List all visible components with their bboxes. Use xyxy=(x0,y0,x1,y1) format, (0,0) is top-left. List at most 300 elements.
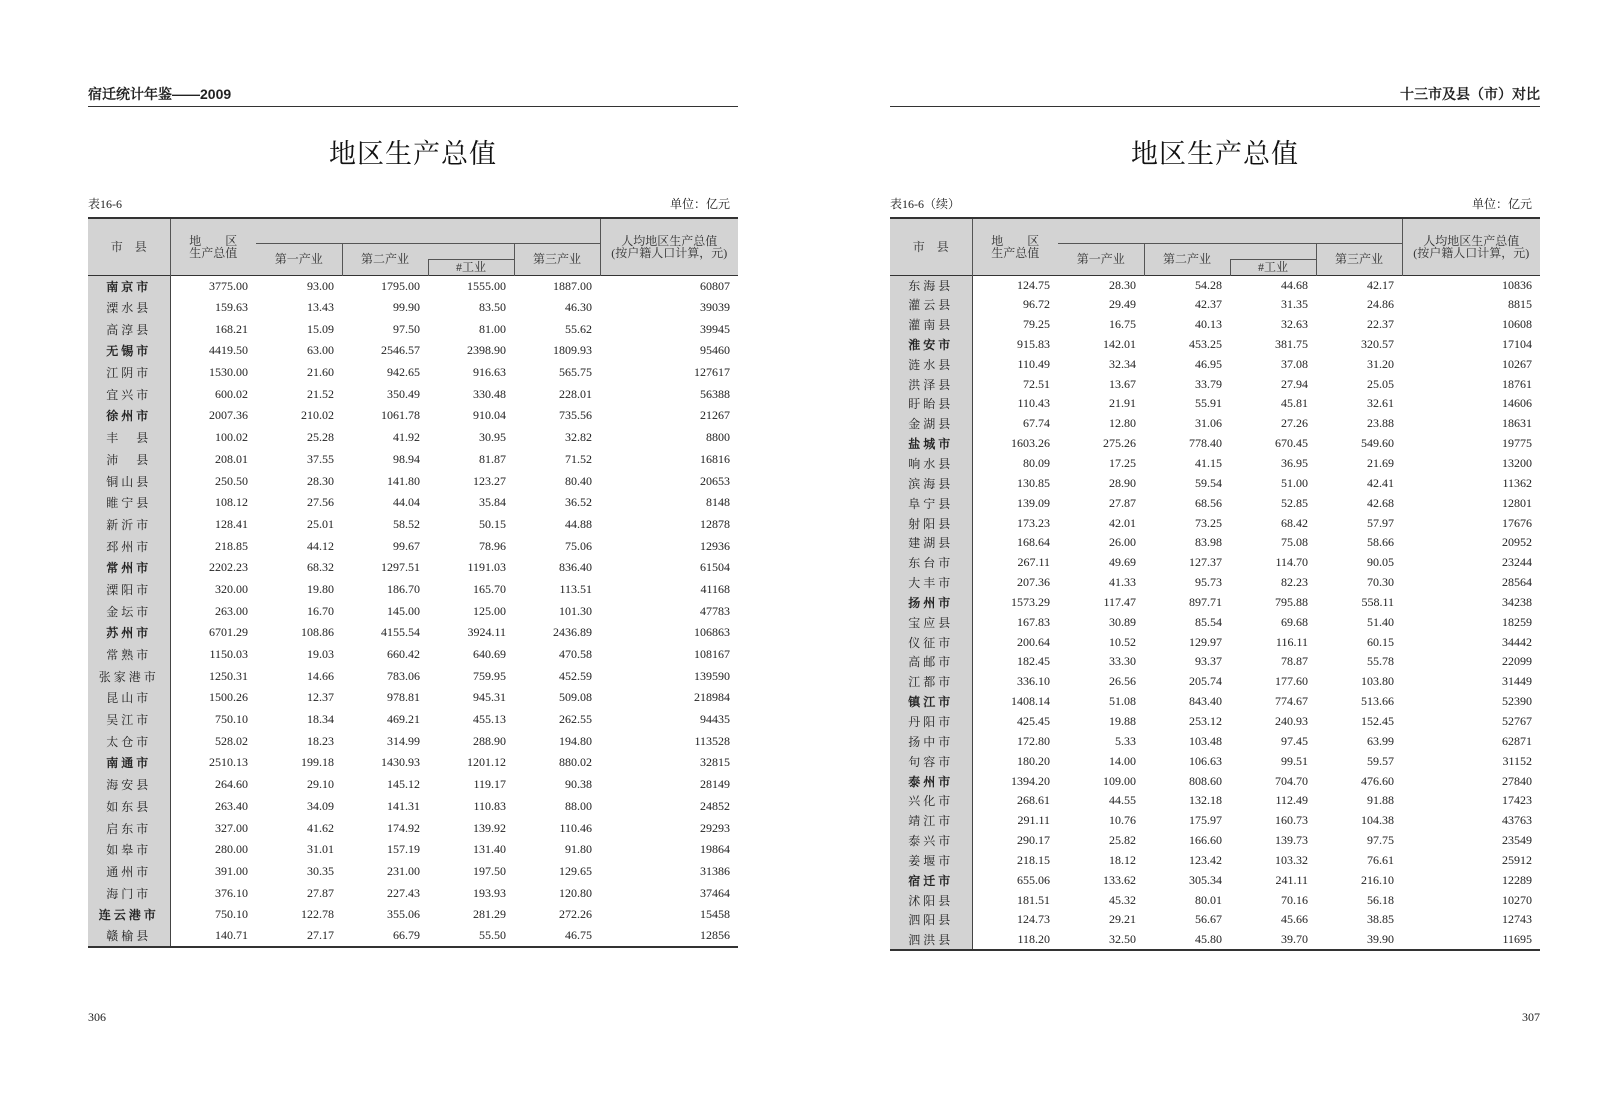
primary-cell: 31.01 xyxy=(307,842,334,857)
industry-cell: 52.85 xyxy=(1281,495,1308,510)
gdp-cell: 2202.23 xyxy=(209,560,248,575)
secondary-cell: 2546.57 xyxy=(381,343,420,358)
gdp-cell: 1394.20 xyxy=(1011,773,1050,788)
tertiary-cell: 90.05 xyxy=(1367,555,1394,570)
region-name: 洪泽县 xyxy=(890,374,972,394)
region-name: 睢宁县 xyxy=(88,492,170,514)
per-capita-cell: 23244 xyxy=(1502,555,1532,570)
region-name: 启东市 xyxy=(88,817,170,839)
industry-cell: 1191.03 xyxy=(467,560,506,575)
per-capita-cell: 20952 xyxy=(1502,535,1532,550)
tertiary-cell: 55.78 xyxy=(1367,654,1394,669)
industry-cell: 31.35 xyxy=(1281,297,1308,312)
gdp-table xyxy=(88,217,738,948)
industry-cell: 83.50 xyxy=(479,300,506,315)
primary-cell: 21.52 xyxy=(307,386,334,401)
secondary-cell: 95.73 xyxy=(1195,575,1222,590)
region-name: 灌南县 xyxy=(890,315,972,335)
secondary-cell: 174.92 xyxy=(387,820,420,835)
gdp-cell: 391.00 xyxy=(215,863,248,878)
region-name: 无锡市 xyxy=(88,340,170,362)
industry-cell: 27.26 xyxy=(1281,416,1308,431)
secondary-cell: 129.97 xyxy=(1189,634,1222,649)
industry-cell: 45.66 xyxy=(1281,912,1308,927)
industry-cell: 81.87 xyxy=(479,451,506,466)
gdp-cell: 167.83 xyxy=(1017,614,1050,629)
primary-cell: 122.78 xyxy=(301,907,334,922)
tertiary-cell: 735.56 xyxy=(559,408,592,423)
region-name: 沭阳县 xyxy=(890,890,972,910)
gdp-cell: 96.72 xyxy=(1023,297,1050,312)
table-row xyxy=(88,405,738,427)
table-row xyxy=(890,553,1540,573)
gdp-cell: 750.10 xyxy=(215,712,248,727)
per-capita-cell: 218984 xyxy=(694,690,730,705)
table-row xyxy=(890,612,1540,632)
secondary-cell: 45.80 xyxy=(1195,931,1222,946)
secondary-cell: 106.63 xyxy=(1189,753,1222,768)
table-row xyxy=(890,533,1540,553)
header-industry: #工业 xyxy=(428,259,514,275)
per-capita-cell: 21267 xyxy=(700,408,730,423)
table-row xyxy=(890,930,1540,950)
primary-cell: 10.52 xyxy=(1109,634,1136,649)
table-row xyxy=(890,414,1540,434)
tertiary-cell: 75.06 xyxy=(565,538,592,553)
primary-cell: 19.80 xyxy=(307,581,334,596)
secondary-cell: 227.43 xyxy=(387,885,420,900)
per-capita-cell: 27840 xyxy=(1502,773,1532,788)
region-name: 太仓市 xyxy=(88,730,170,752)
industry-cell: 330.48 xyxy=(473,386,506,401)
secondary-cell: 40.13 xyxy=(1195,317,1222,332)
primary-cell: 26.00 xyxy=(1109,535,1136,550)
industry-cell: 288.90 xyxy=(473,733,506,748)
per-capita-cell: 12289 xyxy=(1502,872,1532,887)
region-name: 苏州市 xyxy=(88,622,170,644)
gdp-cell: 168.21 xyxy=(215,321,248,336)
tertiary-cell: 113.51 xyxy=(559,581,592,596)
per-capita-cell: 60807 xyxy=(600,275,738,297)
secondary-cell: 314.99 xyxy=(387,733,420,748)
per-capita-cell: 108167 xyxy=(694,647,730,662)
header-gdp xyxy=(972,218,1058,275)
table-header xyxy=(88,218,738,275)
header-gdp-line1: 地 区 xyxy=(991,233,1040,248)
per-capita-cell: 15458 xyxy=(700,907,730,922)
gdp-cell: 2007.36 xyxy=(209,408,248,423)
tertiary-cell: 32.61 xyxy=(1367,396,1394,411)
secondary-cell: 145.00 xyxy=(387,603,420,618)
region-name: 宜兴市 xyxy=(88,383,170,405)
header-gdp-line2: 生产总值 xyxy=(189,245,238,260)
region-name: 淮安市 xyxy=(890,335,972,355)
primary-cell: 25.28 xyxy=(307,430,334,445)
region-name: 灌云县 xyxy=(890,295,972,315)
table-header xyxy=(890,218,1540,275)
region-name: 通州市 xyxy=(88,861,170,883)
secondary-cell: 85.54 xyxy=(1195,614,1222,629)
industry-cell: 160.73 xyxy=(1275,813,1308,828)
gdp-cell: 118.20 xyxy=(1017,931,1050,946)
tertiary-cell: 42.68 xyxy=(1367,495,1394,510)
primary-cell: 26.56 xyxy=(1109,674,1136,689)
primary-cell: 45.32 xyxy=(1109,892,1136,907)
region-name: 滨海县 xyxy=(890,473,972,493)
header-secondary: 第二产业 xyxy=(1144,243,1230,275)
region-name: 铜山县 xyxy=(88,470,170,492)
region-name: 靖江市 xyxy=(890,811,972,831)
tertiary-cell: 88.00 xyxy=(565,798,592,813)
gdp-cell: 250.50 xyxy=(215,473,248,488)
industry-cell: 774.67 xyxy=(1275,694,1308,709)
per-capita-cell: 56388 xyxy=(700,386,730,401)
primary-cell: 41.33 xyxy=(1109,575,1136,590)
primary-cell: 28.90 xyxy=(1109,475,1136,490)
industry-cell: 670.45 xyxy=(1275,436,1308,451)
primary-cell: 29.49 xyxy=(1109,297,1136,312)
tertiary-cell: 1809.93 xyxy=(553,343,592,358)
table-row xyxy=(88,557,738,579)
tertiary-cell: 194.80 xyxy=(559,733,592,748)
table-row xyxy=(890,692,1540,712)
gdp-cell: 1150.03 xyxy=(209,647,248,662)
per-capita-cell: 12856 xyxy=(700,928,730,943)
table-row xyxy=(890,712,1540,732)
secondary-cell: 83.98 xyxy=(1195,535,1222,550)
industry-cell: 197.50 xyxy=(473,863,506,878)
region-name: 扬中市 xyxy=(890,731,972,751)
region-name: 仪征市 xyxy=(890,632,972,652)
industry-cell: 945.31 xyxy=(473,690,506,705)
secondary-cell: 44.04 xyxy=(393,495,420,510)
tertiary-cell: 101.30 xyxy=(559,603,592,618)
secondary-cell: 99.67 xyxy=(393,538,420,553)
table-row xyxy=(890,910,1540,930)
industry-cell: 114.70 xyxy=(1275,555,1308,570)
primary-cell: 33.30 xyxy=(1109,654,1136,669)
table-row xyxy=(88,318,738,340)
table-row xyxy=(890,493,1540,513)
per-capita-cell: 10270 xyxy=(1502,892,1532,907)
header-tertiary: 第三产业 xyxy=(1316,243,1402,275)
region-name: 涟水县 xyxy=(890,354,972,374)
table-row xyxy=(88,687,738,709)
table-row xyxy=(88,579,738,601)
secondary-cell: 103.48 xyxy=(1189,733,1222,748)
secondary-cell: 145.12 xyxy=(387,777,420,792)
per-capita-cell: 52390 xyxy=(1502,694,1532,709)
secondary-cell: 68.56 xyxy=(1195,495,1222,510)
region-name: 常熟市 xyxy=(88,644,170,666)
gdp-cell: 291.11 xyxy=(1017,813,1050,828)
industry-cell: 131.40 xyxy=(473,842,506,857)
industry-cell: 55.50 xyxy=(479,928,506,943)
primary-cell: 108.86 xyxy=(301,625,334,640)
region-name: 大丰市 xyxy=(890,573,972,593)
industry-cell: 640.69 xyxy=(473,647,506,662)
industry-cell: 116.11 xyxy=(1275,634,1308,649)
table-row xyxy=(890,751,1540,771)
table-row xyxy=(890,632,1540,652)
tertiary-cell: 262.55 xyxy=(559,712,592,727)
tertiary-cell: 103.80 xyxy=(1361,674,1394,689)
tertiary-cell: 549.60 xyxy=(1361,436,1394,451)
per-capita-cell: 94435 xyxy=(700,712,730,727)
table-row xyxy=(890,870,1540,890)
gdp-cell: 172.80 xyxy=(1017,733,1050,748)
tertiary-cell: 55.62 xyxy=(565,321,592,336)
region-name: 赣榆县 xyxy=(88,926,170,948)
table-row xyxy=(890,573,1540,593)
secondary-cell: 660.42 xyxy=(387,647,420,662)
primary-cell: 16.70 xyxy=(307,603,334,618)
gdp-cell: 425.45 xyxy=(1017,713,1050,728)
gdp-cell: 750.10 xyxy=(215,907,248,922)
per-capita-cell: 13200 xyxy=(1502,456,1532,471)
industry-cell: 3924.11 xyxy=(467,625,506,640)
industry-cell: 1201.12 xyxy=(467,755,506,770)
region-name: 南通市 xyxy=(88,752,170,774)
per-capita-cell: 39945 xyxy=(700,321,730,336)
primary-cell: 34.09 xyxy=(307,798,334,813)
tertiary-cell: 42.41 xyxy=(1367,475,1394,490)
per-capita-cell: 28149 xyxy=(700,777,730,792)
header-per-capita-line1: 人均地区生产总值 xyxy=(1423,233,1520,248)
gdp-cell: 600.02 xyxy=(215,386,248,401)
secondary-cell: 355.06 xyxy=(387,907,420,922)
region-name: 高邮市 xyxy=(890,652,972,672)
gdp-cell: 130.85 xyxy=(1017,475,1050,490)
secondary-cell: 843.40 xyxy=(1189,694,1222,709)
secondary-cell: 54.28 xyxy=(1144,275,1230,295)
table-row xyxy=(88,709,738,731)
secondary-cell: 93.37 xyxy=(1195,654,1222,669)
secondary-cell: 783.06 xyxy=(387,668,420,683)
per-capita-cell: 18761 xyxy=(1502,376,1532,391)
region-name: 昆山市 xyxy=(88,687,170,709)
industry-cell: 193.93 xyxy=(473,885,506,900)
tertiary-cell: 38.85 xyxy=(1367,912,1394,927)
tertiary-cell: 452.59 xyxy=(559,668,592,683)
gdp-cell: 1603.26 xyxy=(1011,436,1050,451)
tertiary-cell: 70.30 xyxy=(1367,575,1394,590)
industry-cell: 139.73 xyxy=(1275,833,1308,848)
primary-cell: 51.08 xyxy=(1109,694,1136,709)
gdp-cell: 140.71 xyxy=(215,928,248,943)
tertiary-cell: 46.75 xyxy=(565,928,592,943)
secondary-cell: 4155.54 xyxy=(381,625,420,640)
table-row xyxy=(88,796,738,818)
primary-cell: 37.55 xyxy=(307,451,334,466)
region-name: 泗洪县 xyxy=(890,930,972,950)
industry-cell: 1555.00 xyxy=(428,275,514,297)
secondary-cell: 231.00 xyxy=(387,863,420,878)
per-capita-cell: 106863 xyxy=(694,625,730,640)
gdp-cell: 263.00 xyxy=(215,603,248,618)
table-meta xyxy=(890,195,1540,211)
primary-cell: 14.66 xyxy=(307,668,334,683)
gdp-cell: 139.09 xyxy=(1017,495,1050,510)
primary-cell: 19.03 xyxy=(307,647,334,662)
tertiary-cell: 565.75 xyxy=(559,365,592,380)
table-row xyxy=(88,275,738,297)
primary-cell: 18.34 xyxy=(307,712,334,727)
table-row xyxy=(890,394,1540,414)
gdp-cell: 3775.00 xyxy=(170,275,256,297)
primary-cell: 25.01 xyxy=(307,516,334,531)
industry-cell: 36.95 xyxy=(1281,456,1308,471)
per-capita-cell: 17423 xyxy=(1502,793,1532,808)
tertiary-cell: 39.90 xyxy=(1367,931,1394,946)
per-capita-cell: 19864 xyxy=(700,842,730,857)
primary-cell: 12.80 xyxy=(1109,416,1136,431)
gdp-cell: 100.02 xyxy=(215,430,248,445)
industry-cell: 241.11 xyxy=(1275,872,1308,887)
secondary-cell: 80.01 xyxy=(1195,892,1222,907)
industry-cell: 2398.90 xyxy=(467,343,506,358)
secondary-cell: 55.91 xyxy=(1195,396,1222,411)
industry-cell: 39.70 xyxy=(1281,931,1308,946)
gdp-cell: 128.41 xyxy=(215,516,248,531)
industry-cell: 139.92 xyxy=(473,820,506,835)
tertiary-cell: 58.66 xyxy=(1367,535,1394,550)
table-row xyxy=(88,644,738,666)
per-capita-cell: 23549 xyxy=(1502,833,1532,848)
secondary-cell: 166.60 xyxy=(1189,833,1222,848)
gdp-cell: 915.83 xyxy=(1017,336,1050,351)
per-capita-cell: 8800 xyxy=(706,430,730,445)
gdp-cell: 67.74 xyxy=(1023,416,1050,431)
primary-cell: 42.01 xyxy=(1109,515,1136,530)
region-name: 溧阳市 xyxy=(88,579,170,601)
secondary-cell: 1297.51 xyxy=(381,560,420,575)
secondary-cell: 175.97 xyxy=(1189,813,1222,828)
gdp-cell: 528.02 xyxy=(215,733,248,748)
region-name: 海安县 xyxy=(88,774,170,796)
table-row xyxy=(890,593,1540,613)
table-meta xyxy=(88,195,738,211)
tertiary-cell: 272.26 xyxy=(559,907,592,922)
per-capita-cell: 20653 xyxy=(700,473,730,488)
header-gdp-line1: 地 区 xyxy=(189,233,238,248)
primary-cell: 15.09 xyxy=(307,321,334,336)
secondary-cell: 305.34 xyxy=(1189,872,1222,887)
gdp-cell: 168.64 xyxy=(1017,535,1050,550)
region-name: 兴化市 xyxy=(890,791,972,811)
header-per-capita-line2: (按户籍人口计算，元) xyxy=(1413,245,1530,260)
secondary-cell: 978.81 xyxy=(387,690,420,705)
gdp-cell: 1573.29 xyxy=(1011,594,1050,609)
primary-cell: 16.75 xyxy=(1109,317,1136,332)
table-row xyxy=(88,817,738,839)
industry-cell: 125.00 xyxy=(473,603,506,618)
primary-cell: 13.43 xyxy=(307,300,334,315)
gdp-cell: 173.23 xyxy=(1017,515,1050,530)
tertiary-cell: 104.38 xyxy=(1361,813,1394,828)
secondary-cell: 157.19 xyxy=(387,842,420,857)
per-capita-cell: 18259 xyxy=(1502,614,1532,629)
per-capita-cell: 12878 xyxy=(700,516,730,531)
region-name: 泗阳县 xyxy=(890,910,972,930)
primary-cell: 29.10 xyxy=(307,777,334,792)
secondary-cell: 42.37 xyxy=(1195,297,1222,312)
table-row xyxy=(890,652,1540,672)
gdp-cell: 1500.26 xyxy=(209,690,248,705)
primary-cell: 13.67 xyxy=(1109,376,1136,391)
region-name: 射阳县 xyxy=(890,513,972,533)
per-capita-cell: 12743 xyxy=(1502,912,1532,927)
industry-cell: 455.13 xyxy=(473,712,506,727)
region-name: 南京市 xyxy=(88,275,170,297)
industry-cell: 916.63 xyxy=(473,365,506,380)
table-row xyxy=(890,771,1540,791)
industry-cell: 37.08 xyxy=(1281,356,1308,371)
header-gdp-line2: 生产总值 xyxy=(991,245,1040,260)
per-capita-cell: 37464 xyxy=(700,885,730,900)
secondary-cell: 31.06 xyxy=(1195,416,1222,431)
table-number: 表16-6 xyxy=(88,197,122,211)
secondary-cell: 141.80 xyxy=(387,473,420,488)
region-name: 阜宁县 xyxy=(890,493,972,513)
unit-label: 单位：亿元 xyxy=(669,197,730,211)
industry-cell: 50.15 xyxy=(479,516,506,531)
industry-cell: 112.49 xyxy=(1275,793,1308,808)
running-head-text: 宿迁统计年鉴——2009 xyxy=(88,86,232,102)
industry-cell: 240.93 xyxy=(1275,713,1308,728)
primary-cell: 5.33 xyxy=(1115,733,1136,748)
primary-cell: 109.00 xyxy=(1103,773,1136,788)
table-row xyxy=(890,315,1540,335)
table-row xyxy=(88,492,738,514)
gdp-cell: 218.15 xyxy=(1017,852,1050,867)
region-name: 泰州市 xyxy=(890,771,972,791)
region-name: 新沂市 xyxy=(88,514,170,536)
gdp-cell: 110.49 xyxy=(1017,356,1050,371)
tertiary-cell: 228.01 xyxy=(559,386,592,401)
secondary-cell: 41.15 xyxy=(1195,456,1222,471)
per-capita-cell: 10608 xyxy=(1502,317,1532,332)
tertiary-cell: 97.75 xyxy=(1367,833,1394,848)
industry-cell: 119.17 xyxy=(473,777,506,792)
header-per-capita-line1: 人均地区生产总值 xyxy=(621,233,718,248)
primary-cell: 28.30 xyxy=(1058,275,1144,295)
table-body xyxy=(88,275,738,947)
primary-cell: 30.35 xyxy=(307,863,334,878)
gdp-cell: 1530.00 xyxy=(209,365,248,380)
region-name: 建湖县 xyxy=(890,533,972,553)
running-head xyxy=(890,86,1540,107)
table-row xyxy=(88,427,738,449)
primary-cell: 21.91 xyxy=(1109,396,1136,411)
secondary-cell: 1795.00 xyxy=(342,275,428,297)
table-row xyxy=(890,473,1540,493)
tertiary-cell: 76.61 xyxy=(1367,852,1394,867)
region-name: 丰 县 xyxy=(88,427,170,449)
industry-cell: 795.88 xyxy=(1275,594,1308,609)
gdp-cell: 263.40 xyxy=(215,798,248,813)
per-capita-cell: 11362 xyxy=(1502,475,1532,490)
tertiary-cell: 80.40 xyxy=(565,473,592,488)
secondary-cell: 1061.78 xyxy=(381,408,420,423)
primary-cell: 44.12 xyxy=(307,538,334,553)
gdp-table-continued xyxy=(890,217,1540,951)
secondary-cell: 46.95 xyxy=(1195,356,1222,371)
industry-cell: 27.94 xyxy=(1281,376,1308,391)
gdp-cell: 80.09 xyxy=(1023,456,1050,471)
secondary-cell: 127.37 xyxy=(1189,555,1222,570)
industry-cell: 44.68 xyxy=(1230,275,1316,295)
